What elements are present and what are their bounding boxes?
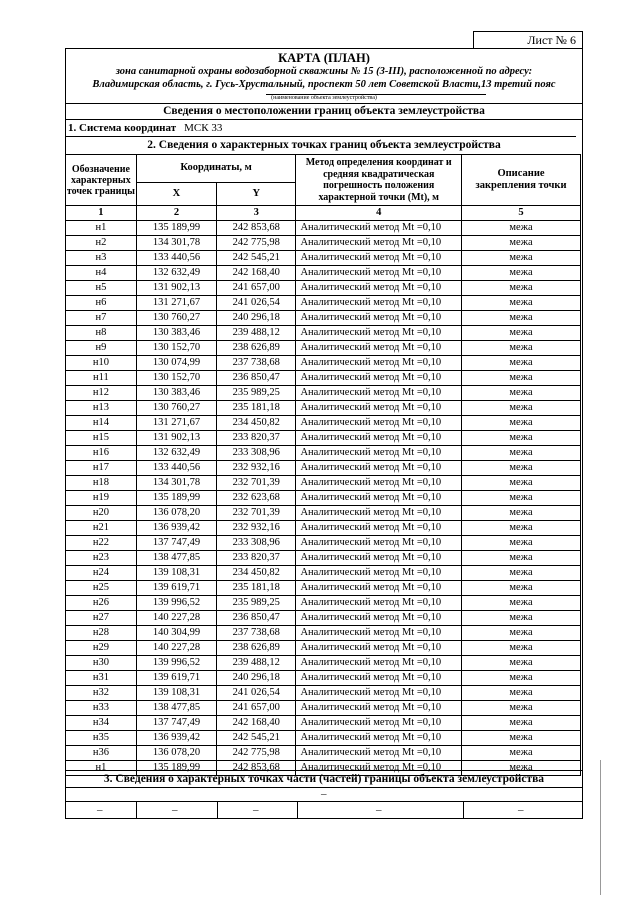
- sheet-number: Лист № 6: [473, 31, 583, 48]
- coord-x: 139 108,31: [136, 686, 216, 701]
- section3-title: 3. Сведения о характерных точках части (частей) границы объекта землеустройства: [103, 773, 545, 785]
- method: Аналитический метод Mt =0,10: [296, 731, 462, 746]
- table-row: [66, 326, 581, 341]
- object-description-line1: зона санитарной охраны водозаборной скважины № 15 (3-III), расположенной по адресу:: [115, 66, 533, 77]
- coord-x: 135 189,99: [136, 761, 216, 776]
- object-caption: (наименование объекта землеустройства): [271, 95, 377, 101]
- point-id: н28: [66, 626, 137, 641]
- coord-y: 242 775,98: [217, 236, 296, 251]
- table-row: [66, 401, 581, 416]
- point-id: н9: [66, 341, 137, 356]
- coord-y: 232 701,39: [217, 506, 296, 521]
- coord-system: [68, 121, 222, 135]
- coord-x: 131 902,13: [136, 281, 216, 296]
- coord-y: 235 989,25: [217, 386, 296, 401]
- point-id: н20: [66, 506, 137, 521]
- table-row: [66, 371, 581, 386]
- table-row: [66, 551, 581, 566]
- method: Аналитический метод Mt =0,10: [296, 341, 462, 356]
- document-title: КАРТА (ПЛАН): [278, 51, 370, 65]
- coord-x: 139 619,71: [136, 671, 216, 686]
- description: межа: [462, 701, 581, 716]
- table-row: [66, 221, 581, 236]
- method: Аналитический метод Mt =0,10: [296, 491, 462, 506]
- table-row: [66, 641, 581, 656]
- description: межа: [462, 476, 581, 491]
- description: межа: [462, 341, 581, 356]
- divider: [66, 801, 582, 802]
- table-row: [66, 506, 581, 521]
- coord-x: 138 477,85: [136, 701, 216, 716]
- description: межа: [462, 236, 581, 251]
- point-id: н8: [66, 326, 137, 341]
- coord-x: 134 301,78: [136, 476, 216, 491]
- coord-y: 242 853,68: [217, 221, 296, 236]
- coord-y: 233 308,96: [217, 446, 296, 461]
- table-row: [66, 311, 581, 326]
- method: Аналитический метод Mt =0,10: [296, 386, 462, 401]
- table-row: [66, 611, 581, 626]
- table-row: [66, 431, 581, 446]
- description: межа: [462, 611, 581, 626]
- method: Аналитический метод Mt =0,10: [296, 296, 462, 311]
- method: Аналитический метод Mt =0,10: [296, 641, 462, 656]
- method: Аналитический метод Mt =0,10: [296, 371, 462, 386]
- table-row: [66, 596, 581, 611]
- point-id: н17: [66, 461, 137, 476]
- point-id: н32: [66, 686, 137, 701]
- table-row: [66, 566, 581, 581]
- table-row: [66, 536, 581, 551]
- point-id: н36: [66, 746, 137, 761]
- description: межа: [462, 281, 581, 296]
- col-number: 5: [462, 206, 581, 221]
- method: Аналитический метод Mt =0,10: [296, 566, 462, 581]
- method: Аналитический метод Mt =0,10: [296, 581, 462, 596]
- point-id: н6: [66, 296, 137, 311]
- empty-x-dash: –: [172, 804, 178, 816]
- point-id: н7: [66, 311, 137, 326]
- divider: [66, 119, 582, 120]
- point-id: н21: [66, 521, 137, 536]
- method: Аналитический метод Mt =0,10: [296, 431, 462, 446]
- method: Аналитический метод Mt =0,10: [296, 611, 462, 626]
- coord-y: 241 657,00: [217, 281, 296, 296]
- coord-x: 137 747,49: [136, 716, 216, 731]
- description: межа: [462, 461, 581, 476]
- method: Аналитический метод Mt =0,10: [296, 596, 462, 611]
- header-x: X: [136, 182, 216, 205]
- grid-line: [136, 801, 137, 819]
- coord-x: 130 760,27: [136, 401, 216, 416]
- header-y: Y: [217, 182, 296, 205]
- coord-y: 239 488,12: [217, 656, 296, 671]
- table-row: [66, 581, 581, 596]
- table-row: [66, 341, 581, 356]
- coord-y: 234 450,82: [217, 416, 296, 431]
- coord-x: 138 477,85: [136, 551, 216, 566]
- table-row: [66, 731, 581, 746]
- method: Аналитический метод Mt =0,10: [296, 626, 462, 641]
- table-row: [66, 461, 581, 476]
- method: Аналитический метод Mt =0,10: [296, 701, 462, 716]
- method: Аналитический метод Mt =0,10: [296, 401, 462, 416]
- method: Аналитический метод Mt =0,10: [296, 461, 462, 476]
- description: межа: [462, 686, 581, 701]
- description: межа: [462, 656, 581, 671]
- description: межа: [462, 671, 581, 686]
- point-id: н1: [66, 761, 137, 776]
- document-frame: [65, 48, 583, 819]
- description: межа: [462, 761, 581, 776]
- coord-y: 242 853,68: [217, 761, 296, 776]
- coord-x: 139 108,31: [136, 566, 216, 581]
- col-number: 3: [217, 206, 296, 221]
- coord-y: 236 850,47: [217, 371, 296, 386]
- coord-x: 131 902,13: [136, 431, 216, 446]
- coord-y: 232 623,68: [217, 491, 296, 506]
- method: Аналитический метод Mt =0,10: [296, 521, 462, 536]
- description: межа: [462, 221, 581, 236]
- coord-x: 135 189,99: [136, 491, 216, 506]
- coord-y: 236 850,47: [217, 611, 296, 626]
- description: межа: [462, 521, 581, 536]
- coord-x: 136 078,20: [136, 506, 216, 521]
- table-row: [66, 416, 581, 431]
- point-id: н2: [66, 236, 137, 251]
- coord-y: 240 296,18: [217, 311, 296, 326]
- coord-y: 233 820,37: [217, 431, 296, 446]
- description: межа: [462, 731, 581, 746]
- coord-x: 136 939,42: [136, 731, 216, 746]
- method: Аналитический метод Mt =0,10: [296, 416, 462, 431]
- method: Аналитический метод Mt =0,10: [296, 761, 462, 776]
- description: межа: [462, 431, 581, 446]
- coord-x: 136 078,20: [136, 746, 216, 761]
- coord-x: 140 227,28: [136, 641, 216, 656]
- coord-system-value: МСК 33: [184, 122, 223, 134]
- grid-line: [463, 801, 464, 819]
- description: межа: [462, 326, 581, 341]
- section1-title: Сведения о местоположении границ объекта землеустройства: [163, 105, 485, 117]
- method: Аналитический метод Mt =0,10: [296, 356, 462, 371]
- coord-y: 239 488,12: [217, 326, 296, 341]
- coord-x: 131 271,67: [136, 296, 216, 311]
- description: межа: [462, 716, 581, 731]
- coord-x: 136 939,42: [136, 521, 216, 536]
- coord-y: 242 545,21: [217, 731, 296, 746]
- coord-y: 242 168,40: [217, 716, 296, 731]
- method: Аналитический метод Mt =0,10: [296, 506, 462, 521]
- grid-line: [297, 801, 298, 819]
- header-method: Метод определения координат и средняя квадратическая погрешность положения характерной точки (Mt), м: [296, 155, 462, 206]
- description: межа: [462, 746, 581, 761]
- divider: [66, 770, 582, 771]
- point-id: н3: [66, 251, 137, 266]
- table-row: [66, 356, 581, 371]
- method: Аналитический метод Mt =0,10: [296, 251, 462, 266]
- coord-system-label: 1. Система координат: [68, 122, 177, 134]
- method: Аналитический метод Mt =0,10: [296, 671, 462, 686]
- method: Аналитический метод Mt =0,10: [296, 656, 462, 671]
- table-row: [66, 656, 581, 671]
- method: Аналитический метод Mt =0,10: [296, 326, 462, 341]
- point-id: н15: [66, 431, 137, 446]
- description: межа: [462, 446, 581, 461]
- point-id: н31: [66, 671, 137, 686]
- point-id: н24: [66, 566, 137, 581]
- coord-y: 238 626,89: [217, 641, 296, 656]
- method: Аналитический метод Mt =0,10: [296, 551, 462, 566]
- coord-x: 132 632,49: [136, 446, 216, 461]
- col-number: 4: [296, 206, 462, 221]
- method: Аналитический метод Mt =0,10: [296, 236, 462, 251]
- point-id: н22: [66, 536, 137, 551]
- coord-y: 241 026,54: [217, 296, 296, 311]
- description: межа: [462, 386, 581, 401]
- description: межа: [462, 551, 581, 566]
- method: Аналитический метод Mt =0,10: [296, 686, 462, 701]
- method: Аналитический метод Mt =0,10: [296, 281, 462, 296]
- coord-y: 233 820,37: [217, 551, 296, 566]
- description: межа: [462, 596, 581, 611]
- coord-y: 242 168,40: [217, 266, 296, 281]
- point-id: н5: [66, 281, 137, 296]
- coord-y: 242 775,98: [217, 746, 296, 761]
- coord-y: 235 181,18: [217, 401, 296, 416]
- description: межа: [462, 371, 581, 386]
- description: межа: [462, 641, 581, 656]
- description: межа: [462, 311, 581, 326]
- method: Аналитический метод Mt =0,10: [296, 716, 462, 731]
- table-row: [66, 296, 581, 311]
- description: межа: [462, 416, 581, 431]
- table-row: [66, 746, 581, 761]
- coord-x: 137 747,49: [136, 536, 216, 551]
- coord-y: 232 932,16: [217, 521, 296, 536]
- coord-x: 131 271,67: [136, 416, 216, 431]
- coord-x: 140 227,28: [136, 611, 216, 626]
- description: межа: [462, 536, 581, 551]
- coord-x: 130 152,70: [136, 371, 216, 386]
- table-row: [66, 236, 581, 251]
- coord-y: 232 932,16: [217, 461, 296, 476]
- point-id: н19: [66, 491, 137, 506]
- coord-x: 133 440,56: [136, 251, 216, 266]
- coord-y: 242 545,21: [217, 251, 296, 266]
- object-description-line2: Владимирская область, г. Гусь-Хрустальный, проспект 50 лет Советской Власти,13 третий пояс: [92, 79, 556, 90]
- table-row: [66, 476, 581, 491]
- header-description: Описание закрепления точки: [462, 155, 581, 206]
- table-row: [66, 686, 581, 701]
- point-id: н23: [66, 551, 137, 566]
- empty-desc-dash: –: [518, 804, 524, 816]
- table-row: [66, 446, 581, 461]
- table-row: [66, 251, 581, 266]
- point-id: н14: [66, 416, 137, 431]
- col-number: 2: [136, 206, 216, 221]
- header-coordinates: Координаты, м: [136, 155, 296, 183]
- col-number: 1: [66, 206, 137, 221]
- section2-title: 2. Сведения о характерных точках границ объекта землеустройства: [147, 139, 501, 151]
- method: Аналитический метод Mt =0,10: [296, 311, 462, 326]
- description: межа: [462, 251, 581, 266]
- point-id: н16: [66, 446, 137, 461]
- coord-x: 132 632,49: [136, 266, 216, 281]
- point-id: н10: [66, 356, 137, 371]
- table-row: [66, 281, 581, 296]
- point-id: н33: [66, 701, 137, 716]
- point-id: н29: [66, 641, 137, 656]
- description: межа: [462, 401, 581, 416]
- coord-x: 135 189,99: [136, 221, 216, 236]
- description: межа: [462, 626, 581, 641]
- coord-x: 130 760,27: [136, 311, 216, 326]
- description: межа: [462, 296, 581, 311]
- coord-x: 139 996,52: [136, 596, 216, 611]
- empty-y-dash: –: [253, 804, 259, 816]
- binding-line: [600, 760, 601, 895]
- description: межа: [462, 491, 581, 506]
- table-row: [66, 491, 581, 506]
- empty-method-dash: –: [376, 804, 382, 816]
- table-row: [66, 626, 581, 641]
- point-id: н1: [66, 221, 137, 236]
- method: Аналитический метод Mt =0,10: [296, 536, 462, 551]
- coord-x: 139 619,71: [136, 581, 216, 596]
- coord-x: 134 301,78: [136, 236, 216, 251]
- point-id: н34: [66, 716, 137, 731]
- coord-x: 139 996,52: [136, 656, 216, 671]
- coord-y: 241 026,54: [217, 686, 296, 701]
- description: межа: [462, 506, 581, 521]
- method: Аналитический метод Mt =0,10: [296, 446, 462, 461]
- table-row: [66, 716, 581, 731]
- description: межа: [462, 356, 581, 371]
- point-id: н4: [66, 266, 137, 281]
- coord-x: 133 440,56: [136, 461, 216, 476]
- table-row: [66, 521, 581, 536]
- empty-point-dash: –: [97, 804, 103, 816]
- point-id: н27: [66, 611, 137, 626]
- table-row: [66, 671, 581, 686]
- coord-y: 235 989,25: [217, 596, 296, 611]
- description: межа: [462, 566, 581, 581]
- point-id: н35: [66, 731, 137, 746]
- method: Аналитический метод Mt =0,10: [296, 266, 462, 281]
- header-point-id: Обозначение характерных точек границы: [66, 155, 137, 206]
- coord-y: 237 738,68: [217, 626, 296, 641]
- coord-y: 241 657,00: [217, 701, 296, 716]
- point-id: н13: [66, 401, 137, 416]
- point-id: н11: [66, 371, 137, 386]
- point-id: н18: [66, 476, 137, 491]
- coord-y: 232 701,39: [217, 476, 296, 491]
- points-table: [65, 154, 581, 776]
- coord-x: 130 383,46: [136, 386, 216, 401]
- table-row: [66, 266, 581, 281]
- point-id: н30: [66, 656, 137, 671]
- coord-y: 237 738,68: [217, 356, 296, 371]
- point-id: н26: [66, 596, 137, 611]
- coord-y: 234 450,82: [217, 566, 296, 581]
- grid-line: [217, 801, 218, 819]
- table-row: [66, 701, 581, 716]
- coord-y: 233 308,96: [217, 536, 296, 551]
- coord-x: 130 383,46: [136, 326, 216, 341]
- coord-x: 140 304,99: [136, 626, 216, 641]
- method: Аналитический метод Mt =0,10: [296, 221, 462, 236]
- empty-placeholder-dash: –: [321, 788, 327, 800]
- coord-x: 130 152,70: [136, 341, 216, 356]
- coord-y: 240 296,18: [217, 671, 296, 686]
- description: межа: [462, 266, 581, 281]
- method: Аналитический метод Mt =0,10: [296, 746, 462, 761]
- coord-y: 238 626,89: [217, 341, 296, 356]
- point-id: н25: [66, 581, 137, 596]
- point-id: н12: [66, 386, 137, 401]
- table-row: [66, 386, 581, 401]
- coord-y: 235 181,18: [217, 581, 296, 596]
- coord-x: 130 074,99: [136, 356, 216, 371]
- method: Аналитический метод Mt =0,10: [296, 476, 462, 491]
- divider: [66, 136, 576, 137]
- description: межа: [462, 581, 581, 596]
